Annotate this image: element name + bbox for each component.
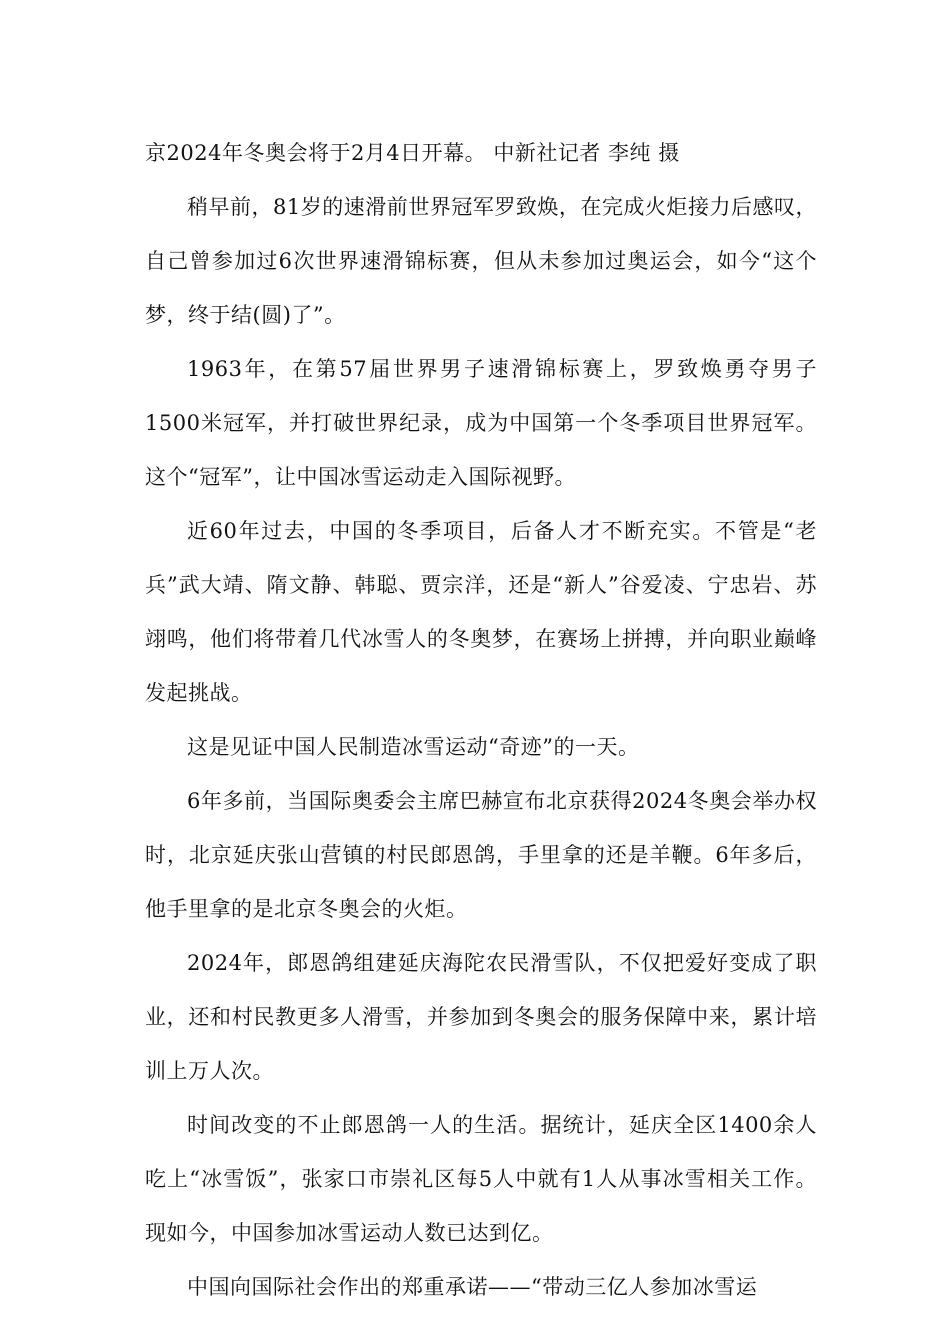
paragraph: 6年多前，当国际奥委会主席巴赫宣布北京获得2024冬奥会举办权时，北京延庆张山营镇的村民郎恩鸽，手里拿的还是羊鞭。6年多后，他手里拿的是北京冬奥会的火炬。 (145, 789, 817, 921)
paragraph: 这是见证中国人民制造冰雪运动“奇迹”的一天。 (187, 735, 640, 759)
paragraph: 时间改变的不止郎恩鸽一人的生活。据统计，延庆全区1400余人吃上“冰雪饭”，张家口市崇礼区每5人中就有1人从事冰雪相关工作。现如今，中国参加冰雪运动人数已达到亿。 (145, 1113, 817, 1245)
article-body (145, 126, 817, 1314)
paragraph: 近60年过去，中国的冬季项目，后备人才不断充实。不管是“老兵”武大靖、隋文静、韩聪、贾宗洋，还是“新人”谷爱凌、宁忠岩、苏翊鸣，他们将带着几代冰雪人的冬奥梦，在赛场上拼搏，并向职业巅峰发起挑战。 (145, 519, 817, 705)
paragraph: 中国向国际社会作出的郑重承诺——“带动三亿人参加冰雪运 (187, 1275, 758, 1299)
paragraph: 2024年，郎恩鸽组建延庆海陀农民滑雪队，不仅把爱好变成了职业，还和村民教更多人滑雪，并参加到冬奥会的服务保障中来，累计培训上万人次。 (145, 951, 817, 1083)
paragraph: 稍早前，81岁的速滑前世界冠军罗致焕，在完成火炬接力后感叹，自己曾参加过6次世界速滑锦标赛，但从未参加过奥运会，如今“这个梦，终于结(圆)了”。 (145, 195, 817, 327)
photo-caption-continuation: 京2024年冬奥会将于2月4日开幕。 中新社记者 李纯 摄 (145, 141, 680, 165)
paragraph: 1963年，在第57届世界男子速滑锦标赛上，罗致焕勇夺男子1500米冠军，并打破世界纪录，成为中国第一个冬季项目世界冠军。这个“冠军”，让中国冰雪运动走入国际视野。 (145, 357, 817, 489)
